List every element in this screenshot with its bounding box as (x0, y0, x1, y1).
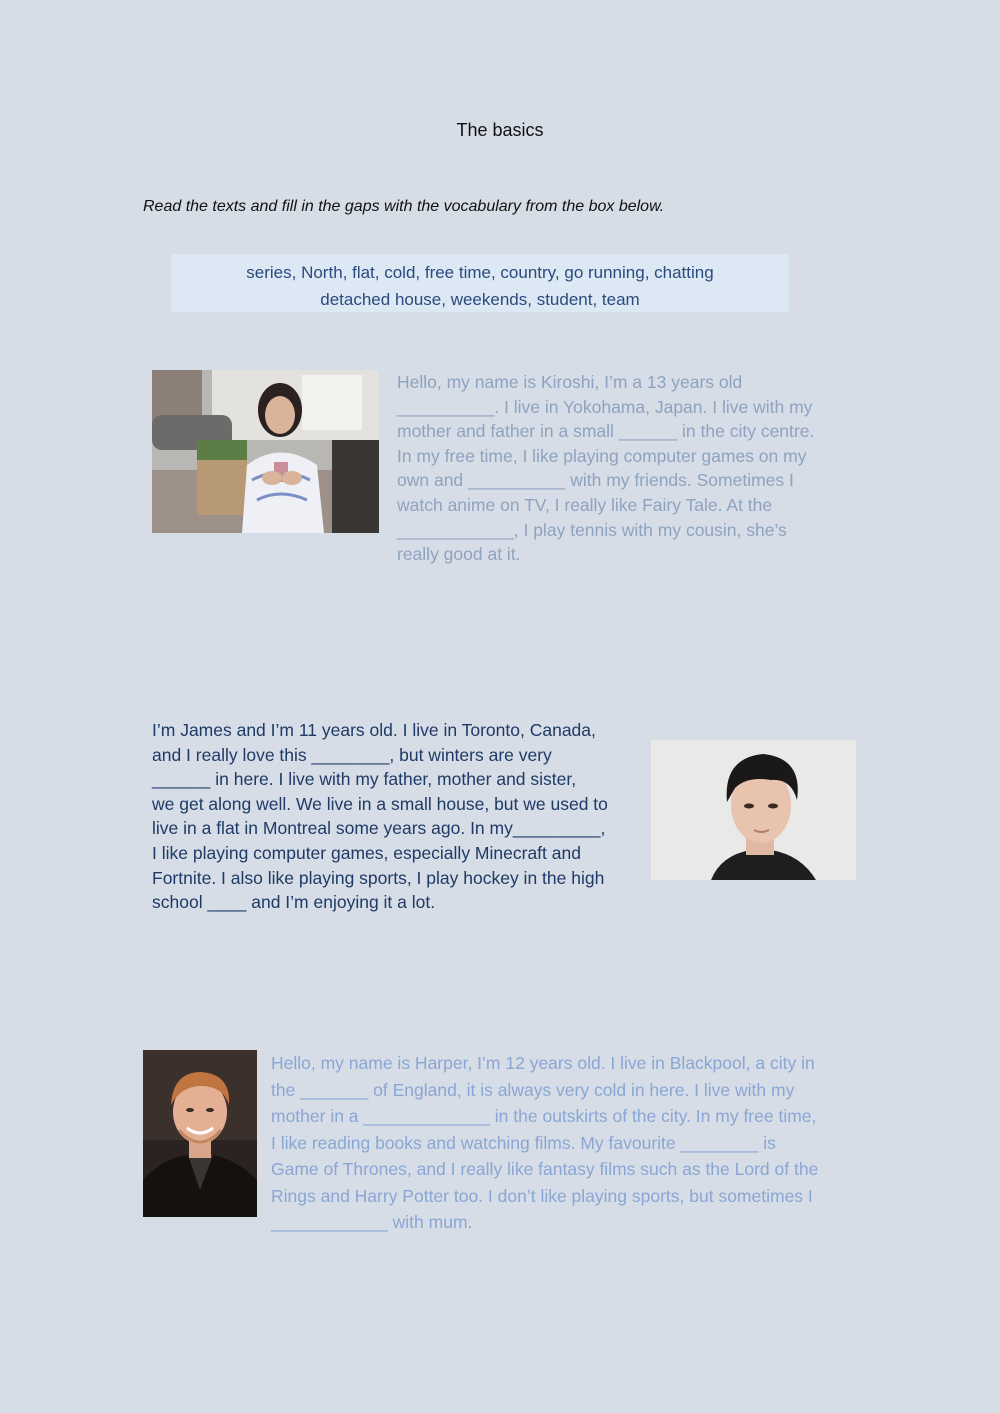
text-line: Rings and Harry Potter too. I don’t like playing sports, but sometimes I (271, 1185, 813, 1206)
text-line: I like playing computer games, especially Minecraft and (152, 842, 581, 863)
james-text (152, 718, 642, 915)
vocabulary-line-1: series, North, flat, cold, free time, country, go running, chatting (246, 263, 714, 282)
harper-photo (143, 1050, 257, 1217)
james-photo (651, 740, 856, 880)
text-line: I’m James and I’m 11 years old. I live in Toronto, Canada, (152, 720, 596, 740)
text-line: Hello, my name is Harper, I’m 12 years old. I live in Blackpool, a city in (271, 1053, 815, 1073)
text-line: watch anime on TV, I really like Fairy Tale. At the (397, 494, 773, 515)
text-line: live in a flat in Montreal some years ago. In my_________, (152, 818, 606, 839)
text-line: Game of Thrones, and I really like fantasy films such as the Lord of the (271, 1159, 819, 1179)
text-line: mother and father in a small ______ in the city centre. (397, 421, 815, 442)
kiroshi-text (397, 370, 852, 567)
text-line: really good at it. (397, 544, 521, 565)
text-line: ______ in here. I live with my father, mother and sister, (152, 769, 577, 790)
text-line: school ____ and I’m enjoying it a lot. (152, 892, 436, 913)
text-line: the _______ of England, it is always very cold in here. I live with my (271, 1079, 795, 1100)
text-line: __________. I live in Yokohama, Japan. I live with my (397, 396, 813, 417)
kiroshi-photo (152, 370, 379, 533)
text-line: we get along well. We live in a small house, but we used to (152, 793, 608, 814)
text-line: Hello, my name is Kiroshi, I’m a 13 years old (397, 372, 743, 392)
page-title: The basics (456, 120, 544, 140)
vocabulary-line-2: detached house, weekends, student, team (320, 290, 640, 309)
text-line: In my free time, I like playing computer games on my (397, 445, 807, 466)
text-line: own and __________ with my friends. Sometimes I (397, 470, 794, 491)
vocabulary-box (171, 254, 789, 312)
instructions: Read the texts and fill in the gaps with the vocabulary from the box below. (143, 198, 665, 215)
text-line: and I really love this ________, but winters are very (152, 744, 552, 765)
text-line: I like reading books and watching films. My favourite ________ is (271, 1132, 776, 1153)
text-line: mother in a _____________ in the outskirts of the city. In my free time, (271, 1106, 817, 1126)
text-line: ____________ with mum. (271, 1212, 473, 1232)
text-line: ____________, I play tennis with my cousin, she’s (397, 519, 787, 540)
text-line: Fortnite. I also like playing sports, I play hockey in the high (152, 867, 605, 888)
harper-text (271, 1050, 871, 1236)
